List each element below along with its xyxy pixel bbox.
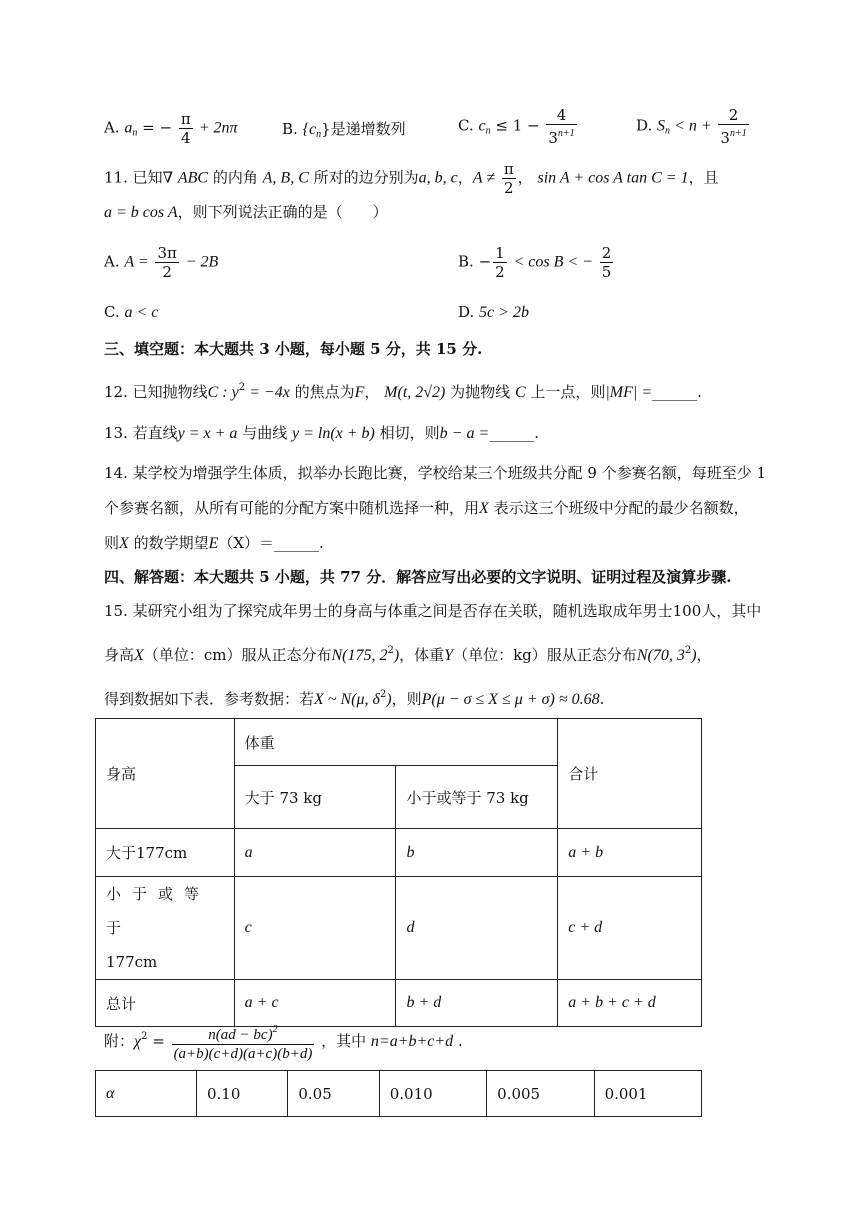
expr: a [124, 119, 133, 137]
text: （单位： [143, 646, 204, 664]
number: 100 [672, 602, 702, 620]
superscript: 2 [272, 1024, 278, 1035]
option-label: C. [458, 116, 474, 135]
row-label: 总计 [96, 980, 235, 1027]
fraction [493, 244, 507, 281]
contingency-table [95, 718, 702, 1027]
expr: N(70, 3 [636, 647, 685, 664]
table-header-le73: 小于或等于 73 kg [396, 766, 558, 829]
text: 则 [104, 534, 120, 552]
numerator: π [180, 110, 191, 128]
text: 15. 某研究小组为了探究成年男士的身高与体重之间是否存在关联，随机选取成年男士 [104, 602, 673, 620]
expr: ≤ 1 − [490, 116, 540, 135]
expr: F [354, 384, 365, 401]
answer-blank: （X）＝______. [218, 534, 324, 552]
table-cell: b + d [396, 980, 558, 1027]
denominator [718, 125, 748, 147]
fraction [546, 106, 576, 147]
fraction [502, 160, 516, 197]
expr: sin A + cos A tan C = 1 [537, 169, 689, 187]
expr: (t, 2√2) [397, 384, 446, 401]
fraction [155, 244, 178, 281]
text: ）服从正态分布 [226, 646, 332, 664]
q11-option-c [104, 303, 158, 322]
text: ， [696, 646, 712, 664]
expr: 5c > 2b [479, 304, 529, 321]
expr: = −4x [245, 384, 290, 401]
expr: < cos B < − [513, 253, 593, 271]
table-cell: 0.005 [487, 1071, 594, 1117]
subscript: n [485, 125, 491, 137]
table-cell: a + b + c + d [558, 980, 702, 1027]
text: ，则下列说法正确的是（ ） [177, 203, 388, 221]
expr: − [478, 252, 492, 271]
subscript: n [665, 125, 671, 137]
expr: A ≠ [472, 169, 496, 187]
q15-stem-line1 [104, 600, 761, 622]
section-heading-solutions: 四、解答题：本大题共 5 小题，共 77 分．解答应写出必要的文字说明、证明过程及演算步骤. [104, 568, 732, 586]
table-cell: b [396, 829, 558, 877]
superscript: n+1 [729, 128, 747, 139]
text: ， [457, 168, 473, 187]
denominator: 2 [495, 263, 505, 281]
table-header-gt73: 大于 73 kg [234, 766, 396, 829]
expr: N(175, 2 [331, 647, 388, 664]
text: 人，其中 [701, 602, 762, 620]
option-label: C. [104, 303, 120, 321]
numerator: π [503, 160, 514, 178]
expr: n=a+b+c+d [370, 1033, 454, 1050]
text: 的数学期望 [128, 534, 209, 552]
table-row [96, 1071, 702, 1117]
text: . [599, 690, 605, 708]
expr: y = ln(x + b) [291, 425, 375, 442]
q11-option-b [458, 244, 615, 281]
expr: ABC [177, 169, 209, 187]
numerator: 4 [546, 106, 576, 125]
answer-blank: ______. [489, 424, 540, 442]
fraction [172, 1021, 315, 1063]
text: 的焦点为 [289, 383, 355, 401]
table-cell: c + d [558, 877, 702, 980]
numerator: 2 [718, 106, 748, 125]
expr: |MF| = [605, 384, 653, 401]
expr: A, B, C [262, 169, 309, 187]
expr: < n + [670, 117, 712, 135]
option-text: 是递增数列 [330, 120, 406, 138]
fraction [179, 110, 193, 147]
numerator [172, 1021, 315, 1045]
text: 上一点，则 [525, 383, 606, 401]
unit: kg [513, 646, 532, 664]
text: ，则 [391, 690, 422, 708]
row-label-part: 177cm [106, 953, 158, 971]
q11-stem-line2 [104, 201, 388, 224]
expr: {c [302, 121, 317, 138]
table-cell: 0.10 [197, 1071, 288, 1117]
option-label: A. [104, 252, 120, 271]
expr: } [321, 120, 331, 138]
table-row [96, 877, 702, 980]
text: 12. 已知抛物线 [104, 383, 208, 401]
text: 附： [104, 1032, 135, 1050]
text: 11. 已知∇ [104, 168, 178, 187]
denominator: 4 [181, 129, 191, 147]
expr: Y [444, 647, 454, 664]
table-cell: a + c [234, 980, 396, 1027]
option-label: D. [458, 303, 475, 321]
expr: M [384, 384, 398, 401]
q11-option-d [458, 303, 529, 322]
expr: X [134, 647, 144, 664]
expr: a = b cos A [104, 204, 178, 221]
text: ，其中 [321, 1032, 371, 1050]
expr: c [478, 117, 486, 135]
option-label: D. [636, 116, 653, 135]
table-cell: a + b [558, 829, 702, 877]
text: 13. 若直线 [104, 424, 178, 442]
expr: b − a = [439, 425, 490, 442]
text: ，体重 [399, 646, 445, 664]
text: 个参赛名额，从所有可能的分配方案中随机选择一种，用 [104, 499, 480, 517]
expr: X [119, 535, 129, 552]
base: 3 [548, 129, 558, 147]
table-cell: 0.001 [594, 1071, 701, 1117]
text: ， [517, 168, 533, 187]
fraction [600, 244, 614, 281]
denominator: 5 [601, 263, 612, 281]
fraction [718, 106, 748, 147]
critical-value-table [95, 1070, 702, 1117]
table-header-total: 合计 [558, 719, 702, 829]
numerator: 3π [157, 244, 177, 262]
numerator-text: n(ad − bc) [208, 1027, 273, 1043]
text: ）服从正态分布 [531, 646, 637, 664]
expr: − 2B [185, 253, 219, 271]
text: 的内角 [208, 168, 263, 187]
expr: C [514, 384, 526, 401]
subscript: n [132, 127, 138, 139]
expr: A = [124, 253, 149, 271]
text: 身高 [104, 646, 135, 664]
option-label: B. [282, 120, 298, 138]
q10-option-a [104, 110, 238, 147]
q15-stem-line2 [104, 640, 712, 667]
expr: C : y [207, 384, 239, 401]
expr: S [657, 117, 666, 135]
superscript: 2 [387, 645, 394, 656]
denominator [546, 125, 576, 147]
expr: = [147, 1032, 165, 1050]
expr: a, b, c [418, 169, 458, 187]
expr: y = x + a [177, 425, 238, 442]
table-header-height: 身高 [96, 719, 235, 829]
denominator: 2 [162, 263, 172, 281]
table-header-weight: 体重 [234, 719, 558, 766]
text: 表示这三个班级中分配的最少名额数， [488, 499, 749, 517]
subscript: n [316, 129, 322, 140]
q13-stem [104, 422, 539, 445]
row-label-part: 小于或等于 [106, 885, 211, 937]
q14-stem-line2 [104, 497, 749, 520]
text: 与曲线 [237, 424, 292, 442]
text: . [453, 1032, 463, 1050]
base: 3 [720, 129, 730, 147]
numerator: 1 [495, 244, 505, 262]
numerator: 2 [601, 244, 612, 262]
superscript: 2 [684, 645, 692, 656]
row-label [96, 877, 235, 980]
text: 相切，则 [374, 424, 440, 442]
text: 得到数据如下表．参考数据：若 [104, 690, 315, 708]
chi-square-formula [104, 1014, 463, 1065]
table-cell: c [234, 877, 396, 980]
expr: χ [134, 1033, 142, 1050]
superscript: 2 [238, 382, 246, 393]
option-label: B. [458, 252, 474, 271]
text: 为抛物线 [445, 383, 515, 401]
q12-stem [104, 377, 702, 404]
section-heading-fill-in: 三、填空题：本大题共 3 小题，每小题 5 分，共 15 分. [104, 340, 483, 358]
text: ， [364, 383, 380, 401]
superscript: n+1 [557, 128, 575, 139]
superscript: 2 [141, 1031, 148, 1042]
expr: ) [691, 647, 697, 664]
superscript: 2 [379, 689, 387, 700]
text: 所对的边分别为 [308, 168, 419, 187]
expr: X ~ N(μ, δ [314, 691, 380, 708]
expr: ) [393, 647, 400, 664]
table-cell: a [234, 829, 396, 877]
text: （单位： [453, 646, 514, 664]
q10-option-c [458, 106, 579, 147]
expr: E [208, 535, 219, 552]
alpha-header: α [96, 1071, 197, 1117]
expr: a < c [124, 304, 159, 321]
table-cell: 0.010 [379, 1071, 486, 1117]
expr: P(μ − σ ≤ X ≤ μ + σ) ≈ 0.68 [421, 691, 600, 708]
denominator: (a+b)(c+d)(a+c)(b+d) [173, 1046, 313, 1062]
answer-blank: ______. [652, 383, 702, 401]
unit: cm [203, 646, 227, 664]
expr: X [479, 500, 489, 517]
q10-option-b [282, 118, 406, 140]
table-cell: 0.05 [288, 1071, 379, 1117]
expr: + 2nπ [194, 119, 238, 137]
q11-stem-line1 [104, 160, 719, 197]
q14-stem-line3 [104, 532, 324, 555]
denominator: 2 [503, 179, 514, 197]
q11-option-a [104, 244, 218, 281]
text: ，且 [688, 168, 719, 187]
table-cell: d [396, 877, 558, 980]
table-row [96, 829, 702, 877]
q14-stem-line1: 14. 某学校为增强学生体质，拟举办长跑比赛，学校给某三个班级共分配 9 个参赛名额，每班至少 1 [104, 464, 767, 482]
q15-stem-line3 [104, 684, 604, 711]
q10-option-d [636, 106, 751, 147]
row-label: 大于177cm [96, 829, 235, 877]
expr: = − [137, 118, 173, 137]
option-label: A. [104, 118, 120, 137]
expr: ) [386, 691, 392, 708]
